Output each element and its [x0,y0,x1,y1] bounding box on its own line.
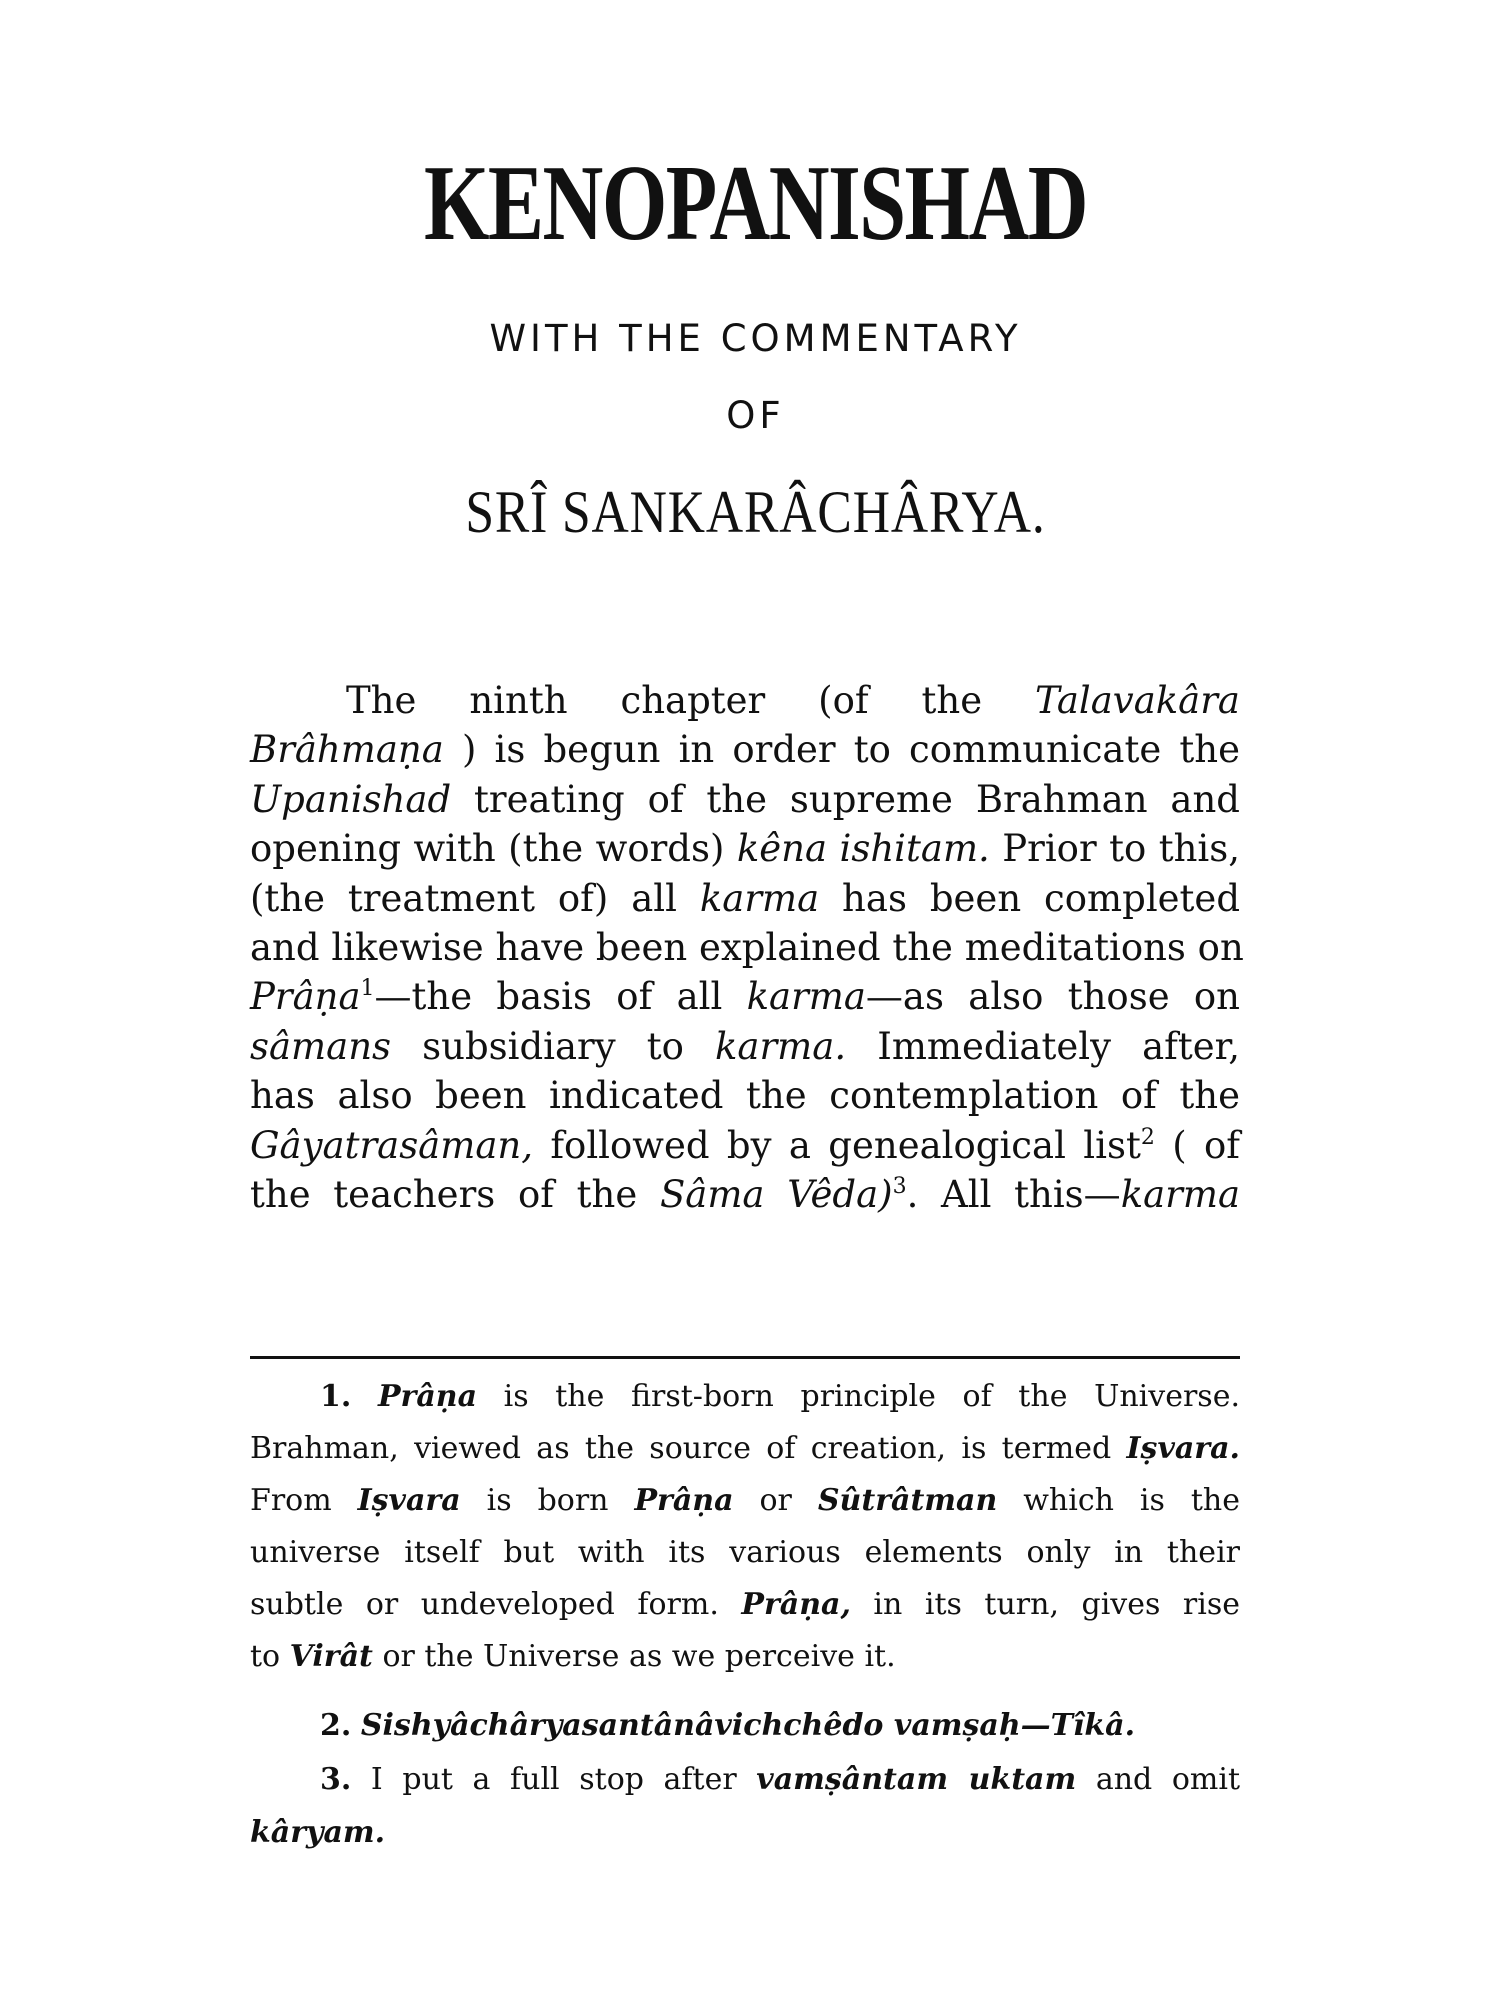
italic-term: Sishyâchâryasantânâvichchêdo vamṣaḥ—Tîkâ. [360,1708,1136,1743]
italic-term: vamṣântam uktam [756,1762,1077,1797]
page-title: KENOPANISHAD [423,144,1088,263]
paragraph-line [250,827,1240,870]
footnote-divider [250,1356,1240,1359]
footnote-reference: 1 [360,976,375,1001]
text-run: ( of [1154,1124,1240,1167]
footnote-line [250,1587,1241,1622]
text-run: Immediately after, [846,1025,1240,1068]
italic-term: karma. [715,1025,847,1068]
paragraph-line [250,926,1244,969]
italic-term: Iṣvara [357,1483,461,1518]
footnote-line [320,1762,1240,1797]
italic-term: Prâṇa [634,1483,734,1518]
footnote-number: 2. [320,1708,352,1743]
paragraph-line [250,877,1241,920]
italic-term: kêna ishitam. [736,827,990,870]
text-run: Brahman, viewed as the source of creation, is termed [250,1431,1127,1466]
text-run: and likewise have been explained the meditations on [250,926,1244,969]
text-run: I put a full stop after [351,1762,757,1797]
footnote-line [250,1639,1240,1674]
italic-term: Upanishad [250,778,452,821]
text-run: or [733,1483,818,1518]
italic-term: karma [699,877,820,920]
text-run: Prior to this, [989,827,1240,870]
footnote-line [320,1708,1240,1743]
text-run: universe itself but with its various elements only in their [250,1535,1240,1570]
text-run [351,1708,361,1743]
text-run: —as also those on [865,975,1241,1018]
text-run [351,1379,378,1414]
footnote-reference: 3 [892,1174,907,1199]
text-run: opening with (the words) [250,827,737,870]
author-name: SRÎ SANKARÂCHÂRYA. [465,479,1046,545]
footnote-line [250,1431,1240,1466]
text-run: or the Universe as we perceive it. [372,1639,896,1674]
italic-term: Prâṇa [250,975,361,1018]
text-run: . All this— [906,1173,1121,1216]
italic-term: Sâma Vêda) [659,1173,893,1216]
italic-term: Talavakâra [1035,679,1240,722]
subtitle-of: OF [726,394,785,437]
paragraph-line [250,728,1240,771]
italic-term: karma [746,975,866,1018]
italic-term: Gâyatrasâman, [250,1124,533,1167]
text-run: ) is begun in order to communicate the [443,728,1240,771]
text-run: treating of the supreme Brahman and [451,778,1240,821]
paragraph-line [250,778,1240,821]
text-run: From [250,1483,358,1518]
footnote-line [250,1535,1240,1570]
footnote-line [320,1379,1240,1414]
footnote-line [250,1483,1241,1518]
text-run: The ninth chapter (of the [346,679,1036,722]
italic-term: sâmans [250,1025,392,1068]
text-run: which is the [997,1483,1241,1518]
text-run: is born [460,1483,635,1518]
text-run: and omit [1076,1762,1240,1797]
italic-term: Sûtrâtman [817,1483,998,1518]
paragraph-line [250,975,1241,1018]
text-run: has also been indicated the contemplation of the [250,1074,1240,1117]
footnote-line [250,1815,1240,1850]
paragraph-line [250,1074,1240,1117]
text-run: subsidiary to [391,1025,716,1068]
italic-term: Prâṇa [377,1379,478,1414]
paragraph-line [250,1173,1240,1216]
footnote-number: 1. [320,1379,352,1414]
italic-term: kâryam. [250,1815,386,1850]
italic-term: karma [1120,1173,1240,1216]
text-run: —the basis of all [374,975,747,1018]
text-run: followed by a genealogical list [532,1124,1141,1167]
italic-term: Iṣvara. [1126,1431,1240,1466]
paragraph-line [250,1025,1240,1068]
text-run: to [250,1639,290,1674]
subtitle-commentary: WITH THE COMMENTARY [489,317,1022,360]
text-run: has been completed [819,877,1241,920]
paragraph-line [250,1124,1240,1167]
italic-term: Brâhmaṇa [250,728,444,771]
paragraph-line [346,679,1240,722]
text-run: the teachers of the [250,1173,660,1216]
italic-term: Prâṇa, [741,1587,851,1622]
text-run: in its turn, gives rise [850,1587,1241,1622]
footnote-number: 3. [320,1762,352,1797]
text-run: subtle or undeveloped form. [250,1587,742,1622]
text-run: (the treatment of) all [250,877,700,920]
italic-term: Virât [289,1639,373,1674]
footnote-reference: 2 [1140,1125,1155,1150]
text-run: is the first-born principle of the Universe. [477,1379,1240,1414]
